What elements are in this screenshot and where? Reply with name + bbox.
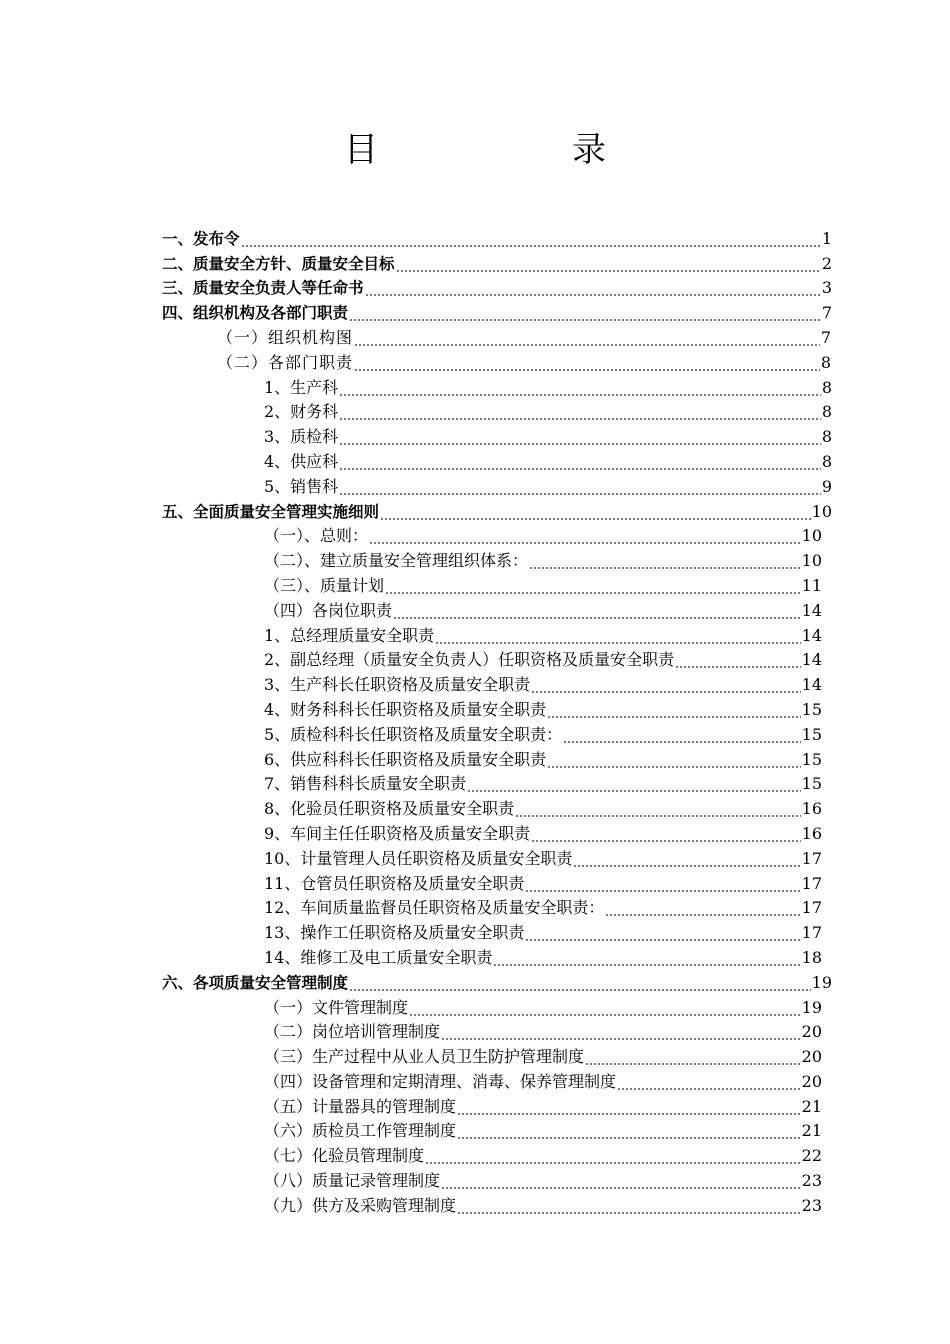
toc-entry-page-number: 11 xyxy=(801,575,822,595)
toc-entry-page-number: 10 xyxy=(801,551,822,571)
toc-entry[interactable] xyxy=(162,670,832,695)
toc-dot-leader xyxy=(393,601,801,621)
toc-entry-label: （二）、建立质量安全管理组织体系： xyxy=(264,551,529,571)
toc-entry[interactable] xyxy=(162,770,832,795)
toc-dot-leader xyxy=(531,675,800,695)
toc-entry-label: 12、车间质量监督员任职资格及质量安全职责： xyxy=(264,898,605,918)
toc-entry-label: 六、各项质量安全管理制度 xyxy=(162,973,349,992)
toc-entry-page-number: 16 xyxy=(801,799,822,819)
toc-entry-label: 7、销售科科长质量安全职责 xyxy=(264,774,467,794)
toc-entry-label: （三）生产过程中从业人员卫生防护管理制度 xyxy=(264,1047,585,1067)
toc-dot-leader xyxy=(339,427,821,447)
toc-dot-leader xyxy=(563,725,800,745)
toc-entry-page-number: 21 xyxy=(801,1096,822,1116)
toc-entry[interactable] xyxy=(162,398,832,423)
toc-entry-label: 1、生产科 xyxy=(264,377,339,397)
toc-entry[interactable] xyxy=(162,1067,832,1092)
toc-entry[interactable] xyxy=(162,993,832,1018)
toc-entry-label: （三）、质量计划 xyxy=(264,575,385,595)
table-of-contents xyxy=(162,224,832,1216)
toc-entry[interactable] xyxy=(162,968,832,993)
toc-entry[interactable] xyxy=(162,373,832,398)
toc-entry-page-number: 15 xyxy=(801,724,822,744)
toc-entry[interactable] xyxy=(162,1092,832,1117)
toc-entry-label: （四）设备管理和定期清理、消毒、保养管理制度 xyxy=(264,1071,617,1091)
toc-dot-leader xyxy=(354,353,820,373)
toc-dot-leader xyxy=(525,923,800,943)
toc-dot-leader xyxy=(515,799,800,819)
toc-entry-label: （四）各岗位职责 xyxy=(264,600,393,620)
toc-dot-leader xyxy=(457,1196,801,1216)
toc-dot-leader xyxy=(435,626,800,646)
toc-entry-label: 8、化验员任职资格及质量安全职责 xyxy=(264,799,515,819)
toc-entry[interactable] xyxy=(162,596,832,621)
toc-dot-leader xyxy=(493,948,800,968)
toc-entry[interactable] xyxy=(162,571,832,596)
toc-entry[interactable] xyxy=(162,1166,832,1191)
toc-entry-page-number: 7 xyxy=(820,327,832,347)
toc-entry-label: 9、车间主任任职资格及质量安全职责 xyxy=(264,823,531,843)
toc-entry-label: 3、质检科 xyxy=(264,427,339,447)
toc-entry-label: （一）文件管理制度 xyxy=(264,997,409,1017)
toc-entry-page-number: 16 xyxy=(801,823,822,843)
toc-entry-label: （五）计量器具的管理制度 xyxy=(264,1096,457,1116)
toc-entry[interactable] xyxy=(162,422,832,447)
toc-entry[interactable] xyxy=(162,546,832,571)
toc-entry[interactable] xyxy=(162,1117,832,1142)
toc-entry-label: 5、质检科科长任职资格及质量安全职责： xyxy=(264,724,563,744)
toc-entry[interactable] xyxy=(162,447,832,472)
toc-entry[interactable] xyxy=(162,869,832,894)
toc-entry[interactable] xyxy=(162,298,832,323)
toc-dot-leader xyxy=(425,1146,801,1166)
toc-dot-leader xyxy=(241,229,821,249)
toc-dot-leader xyxy=(467,774,800,794)
toc-dot-leader xyxy=(396,254,821,274)
toc-entry-label: 2、副总经理（质量安全负责人）任职资格及质量安全职责 xyxy=(264,650,675,670)
toc-dot-leader xyxy=(617,1072,801,1092)
toc-entry-label: （八）质量记录管理制度 xyxy=(264,1171,441,1191)
toc-dot-leader xyxy=(369,526,801,546)
toc-entry[interactable] xyxy=(162,720,832,745)
toc-entry-page-number: 14 xyxy=(801,675,822,695)
toc-entry[interactable] xyxy=(162,249,832,274)
toc-dot-leader xyxy=(349,973,811,993)
toc-entry-page-number: 8 xyxy=(821,402,832,422)
toc-entry-label: 14、维修工及电工质量安全职责 xyxy=(264,947,493,967)
toc-entry-page-number: 21 xyxy=(801,1121,822,1141)
toc-entry-label: （七）化验员管理制度 xyxy=(264,1146,425,1166)
toc-dot-leader xyxy=(349,303,821,323)
toc-dot-leader xyxy=(380,502,811,522)
toc-entry[interactable] xyxy=(162,745,832,770)
toc-entry-page-number: 8 xyxy=(821,377,832,397)
toc-dot-leader xyxy=(525,874,800,894)
toc-entry-label: 三、质量安全负责人等任命书 xyxy=(162,279,364,298)
toc-entry[interactable] xyxy=(162,844,832,869)
toc-entry[interactable] xyxy=(162,621,832,646)
toc-entry-label: （一）组织机构图 xyxy=(217,327,354,347)
toc-entry-page-number: 22 xyxy=(801,1146,822,1166)
toc-entry[interactable] xyxy=(162,348,832,373)
toc-entry-page-number: 20 xyxy=(801,1022,822,1042)
toc-entry[interactable] xyxy=(162,894,832,919)
toc-entry[interactable] xyxy=(162,522,832,547)
toc-dot-leader xyxy=(531,824,800,844)
toc-dot-leader xyxy=(339,402,821,422)
toc-dot-leader xyxy=(441,1171,801,1191)
toc-dot-leader xyxy=(675,650,800,670)
toc-entry[interactable] xyxy=(162,1042,832,1067)
toc-entry-page-number: 3 xyxy=(821,278,832,298)
toc-entry[interactable] xyxy=(162,819,832,844)
toc-entry-page-number: 14 xyxy=(801,650,822,670)
toc-entry-label: 3、生产科长任职资格及质量安全职责 xyxy=(264,675,531,695)
toc-entry-page-number: 7 xyxy=(821,303,832,323)
toc-entry-label: 11、仓管员任职资格及质量安全职责 xyxy=(264,873,525,893)
toc-entry-page-number: 15 xyxy=(801,774,822,794)
toc-entry-page-number: 19 xyxy=(801,997,822,1017)
toc-entry-label: （九）供方及采购管理制度 xyxy=(264,1195,457,1215)
toc-entry-page-number: 17 xyxy=(801,873,822,893)
toc-entry[interactable] xyxy=(162,1141,832,1166)
toc-entry-page-number: 10 xyxy=(801,526,822,546)
toc-entry-label: 四、组织机构及各部门职责 xyxy=(162,304,349,323)
toc-entry[interactable] xyxy=(162,323,832,348)
toc-entry-page-number: 10 xyxy=(811,501,832,521)
toc-entry-page-number: 17 xyxy=(801,898,822,918)
toc-entry-label: 二、质量安全方针、质量安全目标 xyxy=(162,254,395,273)
toc-entry-page-number: 23 xyxy=(801,1171,822,1191)
toc-dot-leader xyxy=(529,551,801,571)
page-title: 目 录 xyxy=(344,130,686,170)
toc-entry-label: 5、销售科 xyxy=(264,476,339,496)
toc-entry-label: 4、财务科科长任职资格及质量安全职责 xyxy=(264,699,547,719)
toc-entry-page-number: 2 xyxy=(821,253,832,273)
toc-entry-label: （一）、总则： xyxy=(264,526,369,546)
toc-entry-page-number: 15 xyxy=(801,749,822,769)
toc-entry[interactable] xyxy=(162,1191,832,1216)
toc-entry-label: 13、操作工任职资格及质量安全职责 xyxy=(264,923,525,943)
toc-entry[interactable] xyxy=(162,646,832,671)
toc-dot-leader xyxy=(339,378,821,398)
toc-dot-leader xyxy=(365,278,821,298)
toc-dot-leader xyxy=(605,898,800,918)
toc-dot-leader xyxy=(339,477,821,497)
toc-entry-label: 6、供应科科长任职资格及质量安全职责 xyxy=(264,749,547,769)
toc-entry-page-number: 14 xyxy=(801,600,822,620)
toc-dot-leader xyxy=(409,998,801,1018)
toc-entry-page-number: 17 xyxy=(801,923,822,943)
toc-entry-label: （二）各部门职责 xyxy=(217,352,354,372)
toc-entry[interactable] xyxy=(162,943,832,968)
toc-entry-page-number: 8 xyxy=(821,451,832,471)
toc-entry[interactable] xyxy=(162,918,832,943)
toc-dot-leader xyxy=(547,700,800,720)
toc-entry-page-number: 1 xyxy=(821,228,832,248)
toc-dot-leader xyxy=(339,452,821,472)
toc-dot-leader xyxy=(385,576,801,596)
toc-dot-leader xyxy=(573,849,800,869)
toc-entry-label: 2、财务科 xyxy=(264,402,339,422)
toc-entry-label: （二）岗位培训管理制度 xyxy=(264,1022,441,1042)
toc-entry-page-number: 20 xyxy=(801,1047,822,1067)
toc-dot-leader xyxy=(457,1097,801,1117)
toc-entry-page-number: 18 xyxy=(801,947,822,967)
toc-entry[interactable] xyxy=(162,472,832,497)
toc-entry[interactable] xyxy=(162,274,832,299)
toc-entry-page-number: 20 xyxy=(801,1071,822,1091)
toc-dot-leader xyxy=(585,1047,801,1067)
toc-dot-leader xyxy=(354,328,820,348)
toc-entry-page-number: 9 xyxy=(821,476,832,496)
toc-entry-page-number: 23 xyxy=(801,1195,822,1215)
toc-dot-leader xyxy=(547,750,800,770)
toc-entry-label: 五、全面质量安全管理实施细则 xyxy=(162,502,380,521)
toc-entry-page-number: 17 xyxy=(801,848,822,868)
toc-entry[interactable] xyxy=(162,1018,832,1043)
toc-entry-label: （六）质检员工作管理制度 xyxy=(264,1121,457,1141)
toc-entry-page-number: 14 xyxy=(801,625,822,645)
toc-entry-label: 10、计量管理人员任职资格及质量安全职责 xyxy=(264,848,573,868)
toc-entry[interactable] xyxy=(162,695,832,720)
toc-entry[interactable] xyxy=(162,224,832,249)
toc-dot-leader xyxy=(441,1022,801,1042)
toc-entry-page-number: 8 xyxy=(820,352,832,372)
toc-entry-page-number: 19 xyxy=(811,972,832,992)
toc-entry-page-number: 8 xyxy=(821,427,832,447)
toc-entry-page-number: 15 xyxy=(801,699,822,719)
toc-entry[interactable] xyxy=(162,794,832,819)
toc-entry-label: 4、供应科 xyxy=(264,451,339,471)
toc-dot-leader xyxy=(457,1121,801,1141)
toc-entry-label: 一、发布令 xyxy=(162,229,240,248)
toc-entry[interactable] xyxy=(162,497,832,522)
toc-entry-label: 1、总经理质量安全职责 xyxy=(264,625,435,645)
